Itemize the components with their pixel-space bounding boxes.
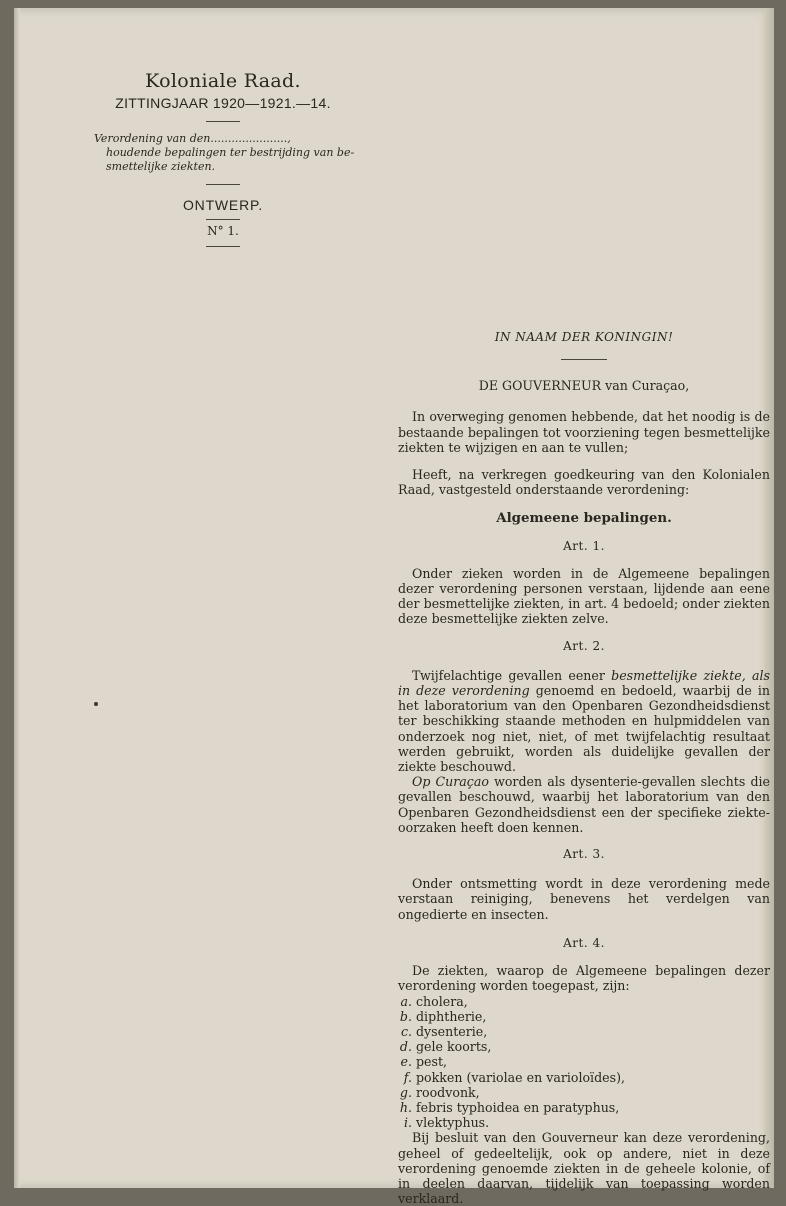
article-4-closing: Bij besluit van den Gouverneur kan deze verordening, geheel of gedeeltelijk, ook op andere, niet in deze verordening genoemde ziekten in de geheele kolonie, of in deelen daarvan, tijdelijk van toepassing worden verklaard. <box>398 1130 770 1206</box>
header-divider <box>206 121 240 122</box>
header-divider <box>206 246 240 247</box>
list-text: diphtherie, <box>416 1008 487 1024</box>
session-year: ZITTINGJAAR 1920—1921.—14. <box>115 95 331 111</box>
list-item <box>398 1115 770 1130</box>
list-label: d. <box>399 1039 412 1055</box>
header-divider <box>206 219 240 220</box>
article-1-text: Onder zieken worden in de Algemeene bepalingen dezer verordening personen verstaan, lijdende aan eene der besmettelijke ziekten, in art. 4 bedoeld; onder ziekten deze besmettelijke ziekten zelve. <box>398 565 770 627</box>
motto-divider <box>561 359 607 360</box>
governor-line: DE GOUVERNEUR van Curaçao, <box>478 378 690 394</box>
council-title: Koloniale Raad. <box>145 70 301 92</box>
list-label: i. <box>403 1115 412 1131</box>
document-header <box>78 70 368 257</box>
list-label: e. <box>400 1054 412 1070</box>
ordinance-subject <box>94 132 362 174</box>
list-label: f. <box>403 1069 412 1085</box>
italic-run: Op Curaçao <box>412 774 489 790</box>
subject-line: houdende bepalingen ter bestrijding van be- <box>106 146 355 159</box>
list-item <box>398 1039 770 1054</box>
italic-run: besmettelijke ziekte, als in deze verordening <box>398 667 770 699</box>
list-text: pest, <box>416 1054 448 1070</box>
list-item <box>398 1054 770 1069</box>
article-2-paragraph-2 <box>398 774 770 835</box>
list-text: vlektyphus. <box>416 1115 490 1131</box>
list-label: b. <box>399 1008 412 1024</box>
list-text: gele koorts, <box>416 1039 492 1055</box>
enacting-clause: Heeft, na verkregen goedkeuring van den Kolonialen Raad, vastgesteld onderstaande verordening: <box>398 467 770 498</box>
preamble: In overweging genomen hebbende, dat het noodig is de bestaande bepalingen tot voorziening tegen besmettelijke ziekten te wijzigen en aan te vullen; <box>398 409 770 455</box>
draft-label: ONTWERP. <box>182 197 264 213</box>
list-item <box>398 1100 770 1115</box>
article-heading: Art. 3. <box>563 847 605 862</box>
list-item <box>398 1009 770 1024</box>
article-4-intro: De ziekten, waarop de Algemeene bepalingen dezer verordening worden toegepast, zijn: <box>398 963 770 994</box>
list-label: c. <box>400 1023 412 1039</box>
list-item <box>398 1070 770 1085</box>
article-heading: Art. 4. <box>563 935 605 950</box>
article-2-paragraph-1 <box>398 668 770 774</box>
list-label: g. <box>399 1084 412 1100</box>
header-divider <box>206 184 240 185</box>
list-text: febris typhoidea en paratyphus, <box>416 1099 620 1115</box>
text-run: Twijfelachtige gevallen eener <box>412 667 612 683</box>
subject-line: Verordening van den......................, <box>94 132 291 145</box>
list-text: pokken (variolae en varioloïdes), <box>416 1069 625 1085</box>
list-item <box>398 1024 770 1039</box>
list-item <box>398 1085 770 1100</box>
list-item <box>398 994 770 1009</box>
text-run: worden als dysenterie-gevallen slechts die gevallen beschouwd, waarbij het laboratorium van den Openbaren Gezondheidsdienst een der specifieke ziekte-oorzaken heeft doen kennen. <box>398 774 770 835</box>
page-fold-shadow <box>14 8 20 1188</box>
ordinance-body <box>398 330 770 1206</box>
document-page <box>14 8 774 1206</box>
list-text: cholera, <box>416 993 468 1009</box>
paper-speck <box>94 702 98 706</box>
disease-list <box>398 994 770 1131</box>
list-text: roodvonk, <box>416 1084 480 1100</box>
article-heading: Art. 2. <box>563 638 605 653</box>
section-title: Algemeene bepalingen. <box>496 510 672 527</box>
list-text: dysenterie, <box>416 1023 488 1039</box>
article-3-text: Onder ontsmetting wordt in deze verordening mede verstaan reiniging, benevens het verdelgen van ongedierte en insecten. <box>398 876 770 922</box>
draft-number: N° 1. <box>207 224 239 238</box>
list-label: a. <box>400 993 412 1009</box>
royal-motto: IN NAAM DER KONINGIN! <box>494 330 674 344</box>
text-run: genoemd en bedoeld, waarbij de in het laboratorium van den Openbaren Gezondheidsdienst ter beschikking staande methoden en hulpmiddelen van onderzoek nog niet, niet, of met twijfelachtig resultaat werden gebruikt, worden als duidelijke gevallen der ziekte beschouwd. <box>398 683 770 775</box>
list-label: h. <box>399 1099 412 1115</box>
article-heading: Art. 1. <box>563 538 605 553</box>
subject-line: smettelijke ziekten. <box>106 160 216 173</box>
